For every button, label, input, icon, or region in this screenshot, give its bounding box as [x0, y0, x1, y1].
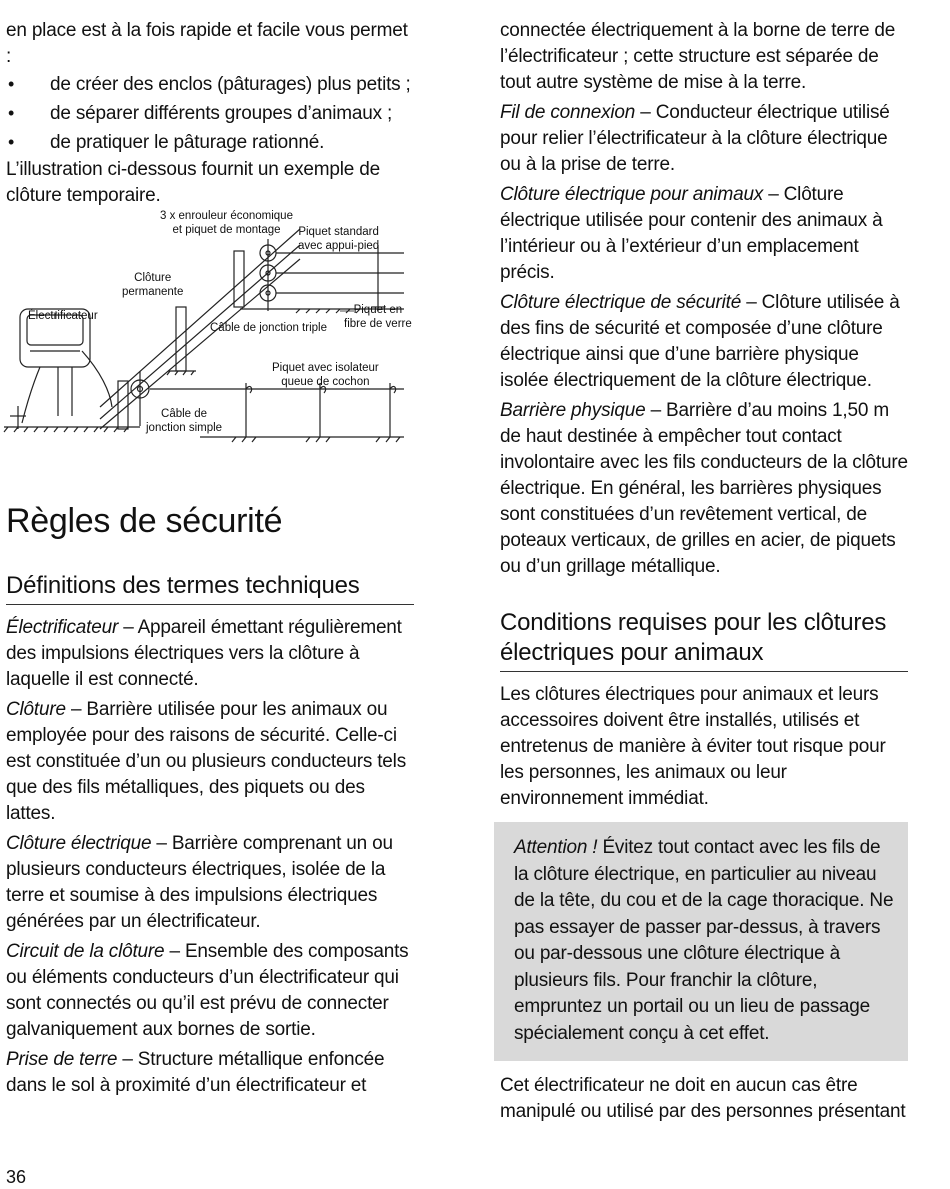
definition-animal-fence: Clôture électrique pour animaux – Clôture électrique utilisée pour contenir des animaux à l’intérieur ou à l’extérieur d’un emplacement précis.: [500, 184, 883, 283]
intro-text: en place est à la fois rapide et facile vous permet :: [6, 20, 408, 67]
definition-physical-barrier: Barrière physique – Barrière d’au moins 1,50 m de haut destinée à empêcher tout contact involontaire avec les fils conducteurs de la clôture électrique. En général, les barrières physiques sont constituées d’un revêtement vertical, de poteaux verticaux, de grilles en acier, de piquets ou d’un grillage métallique.: [500, 400, 908, 577]
right-column: [500, 18, 908, 1125]
figure-label-permanent-fence: Clôture permanente: [122, 272, 184, 298]
definition-electric-fence: Clôture électrique – Barrière comprenant un ou plusieurs conducteurs électriques, isolée de la terre et soumise à des impulsions électriques générées par un électrificateur.: [6, 833, 393, 932]
page-number: 36: [6, 1167, 27, 1187]
figure-label-standard-post: Piquet standard avec appui-pied: [298, 226, 380, 252]
attention-text: Attention ! Évitez tout contact avec les fils de la clôture électrique, en particulier au niveau de la tête, du cou et de la cage thoracique. Ne pas essayer de passer par-dessus, à travers ou par-dessous une clôture électrique à plusieurs fils. Pour franchir la clôture, empruntez un portail ou un lieu de passage spécialement conçu à cet effet.: [514, 837, 894, 1044]
definition-connecting-lead: Fil de connexion – Conducteur électrique utilisé pour relier l’électrificateur à la clôture électrique ou à la prise de terre.: [500, 102, 890, 175]
closing-text: Cet électrificateur ne doit en aucun cas être manipulé ou utilisé par des personnes présentant: [500, 1075, 906, 1122]
definition-earth-electrode: Prise de terre – Structure métallique enfoncée dans le sol à proximité d’un électrificateur et: [6, 1049, 385, 1096]
definition-continuation: connectée électriquement à la borne de terre de l’électrificateur ; cette structure est séparée de tout autre système de mise à la terre.: [500, 20, 896, 93]
list-item: • de créer des enclos (pâturages) plus petits ;: [6, 70, 414, 99]
main-heading: Règles de sécurité: [6, 502, 283, 540]
attention-box: [494, 822, 908, 1061]
temporary-fence-illustration: [0, 211, 410, 449]
energizer-unit-drawing: [20, 309, 112, 423]
figure-label-triple-cable: Câble de jonction triple: [210, 322, 327, 334]
figure-label-reels: 3 x enrouleur économique et piquet de montage: [160, 210, 293, 236]
illustration-intro: L’illustration ci-dessous fournit un exemple de clôture temporaire.: [6, 159, 380, 206]
definition-security-fence: Clôture électrique de sécurité – Clôture utilisée à des fins de sécurité et composée d’une clôture électrique ainsi que d’une barrière physique isolée électriquement de la clôture électrique.: [500, 292, 900, 391]
definition-fence: Clôture – Barrière utilisée pour les animaux ou employée pour des raisons de sécurité. Celle-ci est constituée d’un ou plusieurs conducteurs tels que des fils métalliques, des piquets ou des lattes.: [6, 699, 406, 824]
figure-label-energizer: Électrificateur: [28, 310, 98, 322]
list-item: • de pratiquer le pâturage rationné.: [6, 128, 414, 157]
definitions-heading: Définitions des termes techniques: [6, 571, 414, 605]
left-column: [6, 18, 414, 1103]
definition-fence-circuit: Circuit de la clôture – Ensemble des composants ou éléments conducteurs d’un électrificateur qui sont connectés ou qu’il est prévu de connecter galvaniquement aux bornes de sortie.: [6, 941, 409, 1040]
conditions-heading: Conditions requises pour les clôtures électriques pour animaux: [500, 608, 908, 672]
list-item: • de séparer différents groupes d’animaux ;: [6, 99, 414, 128]
figure-label-pigtail-post: Piquet avec isolateur queue de cochon: [272, 362, 379, 388]
figure-label-single-cable: Câble de jonction simple: [146, 408, 223, 434]
reels-drawing: [260, 239, 276, 311]
definition-energizer: Électrificateur – Appareil émettant régulièrement des impulsions électriques vers la clôture à laquelle il est connecté.: [6, 617, 402, 690]
benefit-list: [6, 70, 414, 157]
conditions-text: Les clôtures électriques pour animaux et leurs accessoires doivent être installés, utilisés et entretenus de manière à éviter tout risque pour les personnes, les animaux ou leur environnement immédiat.: [500, 684, 886, 809]
figure-label-fiberglass-post: Piquet en fibre de verre: [344, 304, 412, 330]
